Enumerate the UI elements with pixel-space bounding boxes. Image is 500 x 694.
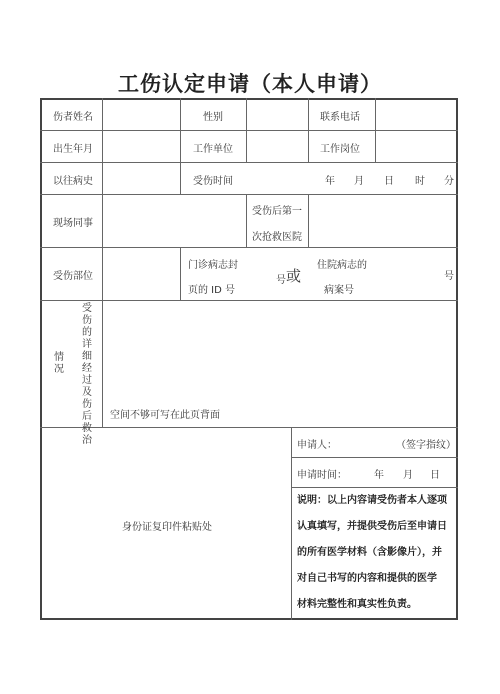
row-divider — [291, 457, 458, 458]
col-divider — [308, 194, 309, 247]
employer-label: 工作单位 — [193, 144, 233, 155]
signature-label: （签字指纹） — [396, 440, 456, 451]
position-label: 工作岗位 — [320, 144, 360, 155]
injury-site-label: 受伤部位 — [53, 271, 93, 282]
day-unit: 日 — [384, 176, 394, 187]
col-divider — [375, 98, 376, 162]
note-line: 说明：以上内容请受伤者本人逐项 — [297, 495, 447, 506]
hao-unit: 号 — [276, 275, 286, 286]
col-divider — [246, 194, 247, 247]
minute-unit: 分 — [444, 176, 454, 187]
injury-time-label: 受伤时间 — [193, 176, 233, 187]
history-label: 以往病史 — [53, 176, 93, 187]
col-divider — [308, 98, 309, 162]
applicant-label: 申请人： — [297, 440, 337, 451]
birth-label: 出生年月 — [53, 144, 93, 155]
day-unit: 日 — [430, 470, 440, 481]
note-line: 材料完整性和真实性负责。 — [297, 599, 417, 610]
note-line: 的所有医学材料（含影像片），并 — [297, 547, 442, 558]
note-line: 对自己书写的内容和提供的医学 — [297, 573, 437, 584]
year-unit: 年 — [325, 176, 335, 187]
first-hospital-label-2: 次抢救医院 — [252, 232, 302, 243]
note-line: 认真填写，并提供受伤后至申请日 — [297, 521, 447, 532]
phone-label: 联系电话 — [320, 112, 360, 123]
col-divider — [180, 247, 181, 300]
id-copy-area-label: 身份证复印件粘贴处 — [122, 522, 212, 533]
inpatient-label-2: 病案号 — [324, 285, 354, 296]
apply-time-label: 申请时间： — [297, 470, 347, 481]
details-side-label: 情况 — [54, 352, 64, 375]
col-divider — [180, 98, 181, 194]
month-unit: 月 — [354, 176, 364, 187]
name-label: 伤者姓名 — [53, 112, 93, 123]
outpatient-label-2: 页的 ID 号 — [188, 285, 236, 296]
col-divider — [102, 98, 103, 427]
hour-unit: 时 — [415, 176, 425, 187]
row-divider — [40, 427, 458, 428]
details-vertical-label: 受伤的详细经过及伤后救治 — [82, 303, 92, 446]
row-divider — [291, 487, 458, 488]
witness-label: 现场同事 — [53, 218, 93, 229]
hao-unit: 号 — [444, 271, 454, 282]
year-unit: 年 — [374, 470, 384, 481]
inpatient-label: 住院病志的 — [317, 260, 367, 271]
col-divider — [246, 98, 247, 162]
page-title: 工伤认定申请（本人申请） — [118, 72, 382, 96]
or-label: 或 — [286, 267, 302, 285]
first-hospital-label: 受伤后第一 — [252, 206, 302, 217]
col-divider — [291, 427, 292, 620]
outpatient-label: 门诊病志封 — [188, 260, 238, 271]
month-unit: 月 — [403, 470, 413, 481]
gender-label: 性别 — [203, 112, 223, 123]
details-hint: 空间不够可写在此页背面 — [110, 410, 220, 421]
